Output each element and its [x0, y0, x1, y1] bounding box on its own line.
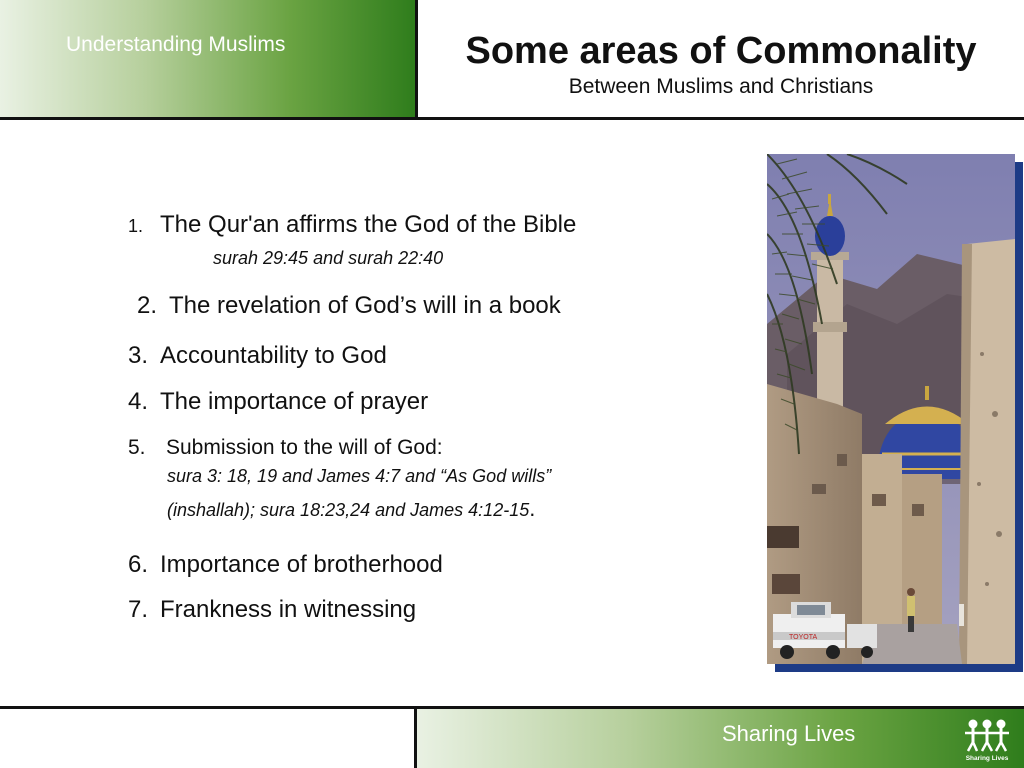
- list-item-2: [137, 292, 561, 320]
- list-item-reference-line2: (inshallah); sura 18:23,24 and James 4:12-15.: [167, 496, 536, 521]
- mosque-street-photo: [767, 154, 1015, 664]
- list-item-5: [128, 436, 443, 460]
- header-rule: [0, 117, 1024, 120]
- list-item-text: The Qur'an affirms the God of the Bible: [160, 211, 577, 238]
- list-item-6: [128, 551, 443, 579]
- section-label: Understanding Muslims: [66, 33, 286, 56]
- list-item-text: Importance of brotherhood: [160, 551, 443, 578]
- list-item-number: 2.: [137, 292, 158, 319]
- list-item-number: 4.: [128, 388, 149, 415]
- list-item-number: 6.: [128, 551, 149, 578]
- list-item-number: 1.: [128, 216, 144, 236]
- list-item-reference: surah 29:45 and surah 22:40: [213, 248, 444, 268]
- slide-title: Some areas of Commonality: [465, 30, 977, 72]
- list-item-7: [128, 596, 416, 624]
- list-item-4: [128, 388, 428, 416]
- footer-label: Sharing Lives: [722, 721, 856, 746]
- list-item-text: Submission to the will of God:: [166, 436, 443, 459]
- sharing-lives-logo: [962, 718, 1012, 762]
- list-item-text: The revelation of God’s will in a book: [169, 292, 561, 319]
- list-item-reference-line1: sura 3: 18, 19 and James 4:7 and “As God wills”: [167, 466, 552, 486]
- list-item-text: Accountability to God: [160, 342, 387, 369]
- logo-text: Sharing Lives: [965, 755, 1009, 762]
- list-item-1: [128, 211, 576, 239]
- slide-subtitle: Between Muslims and Christians: [568, 75, 874, 98]
- truck-brand-text: TOYOTA: [789, 634, 818, 641]
- header-left-panel: [0, 0, 415, 118]
- list-item-number: 5.: [128, 436, 146, 459]
- list-item-3: [128, 342, 387, 370]
- list-item-number: 7.: [128, 596, 149, 623]
- footer-right-panel: [417, 709, 1024, 768]
- list-item-text: The importance of prayer: [160, 388, 429, 415]
- list-item-number: 3.: [128, 342, 149, 369]
- list-item-text: Frankness in witnessing: [160, 596, 417, 623]
- mosque-street-illustration: [767, 154, 1015, 664]
